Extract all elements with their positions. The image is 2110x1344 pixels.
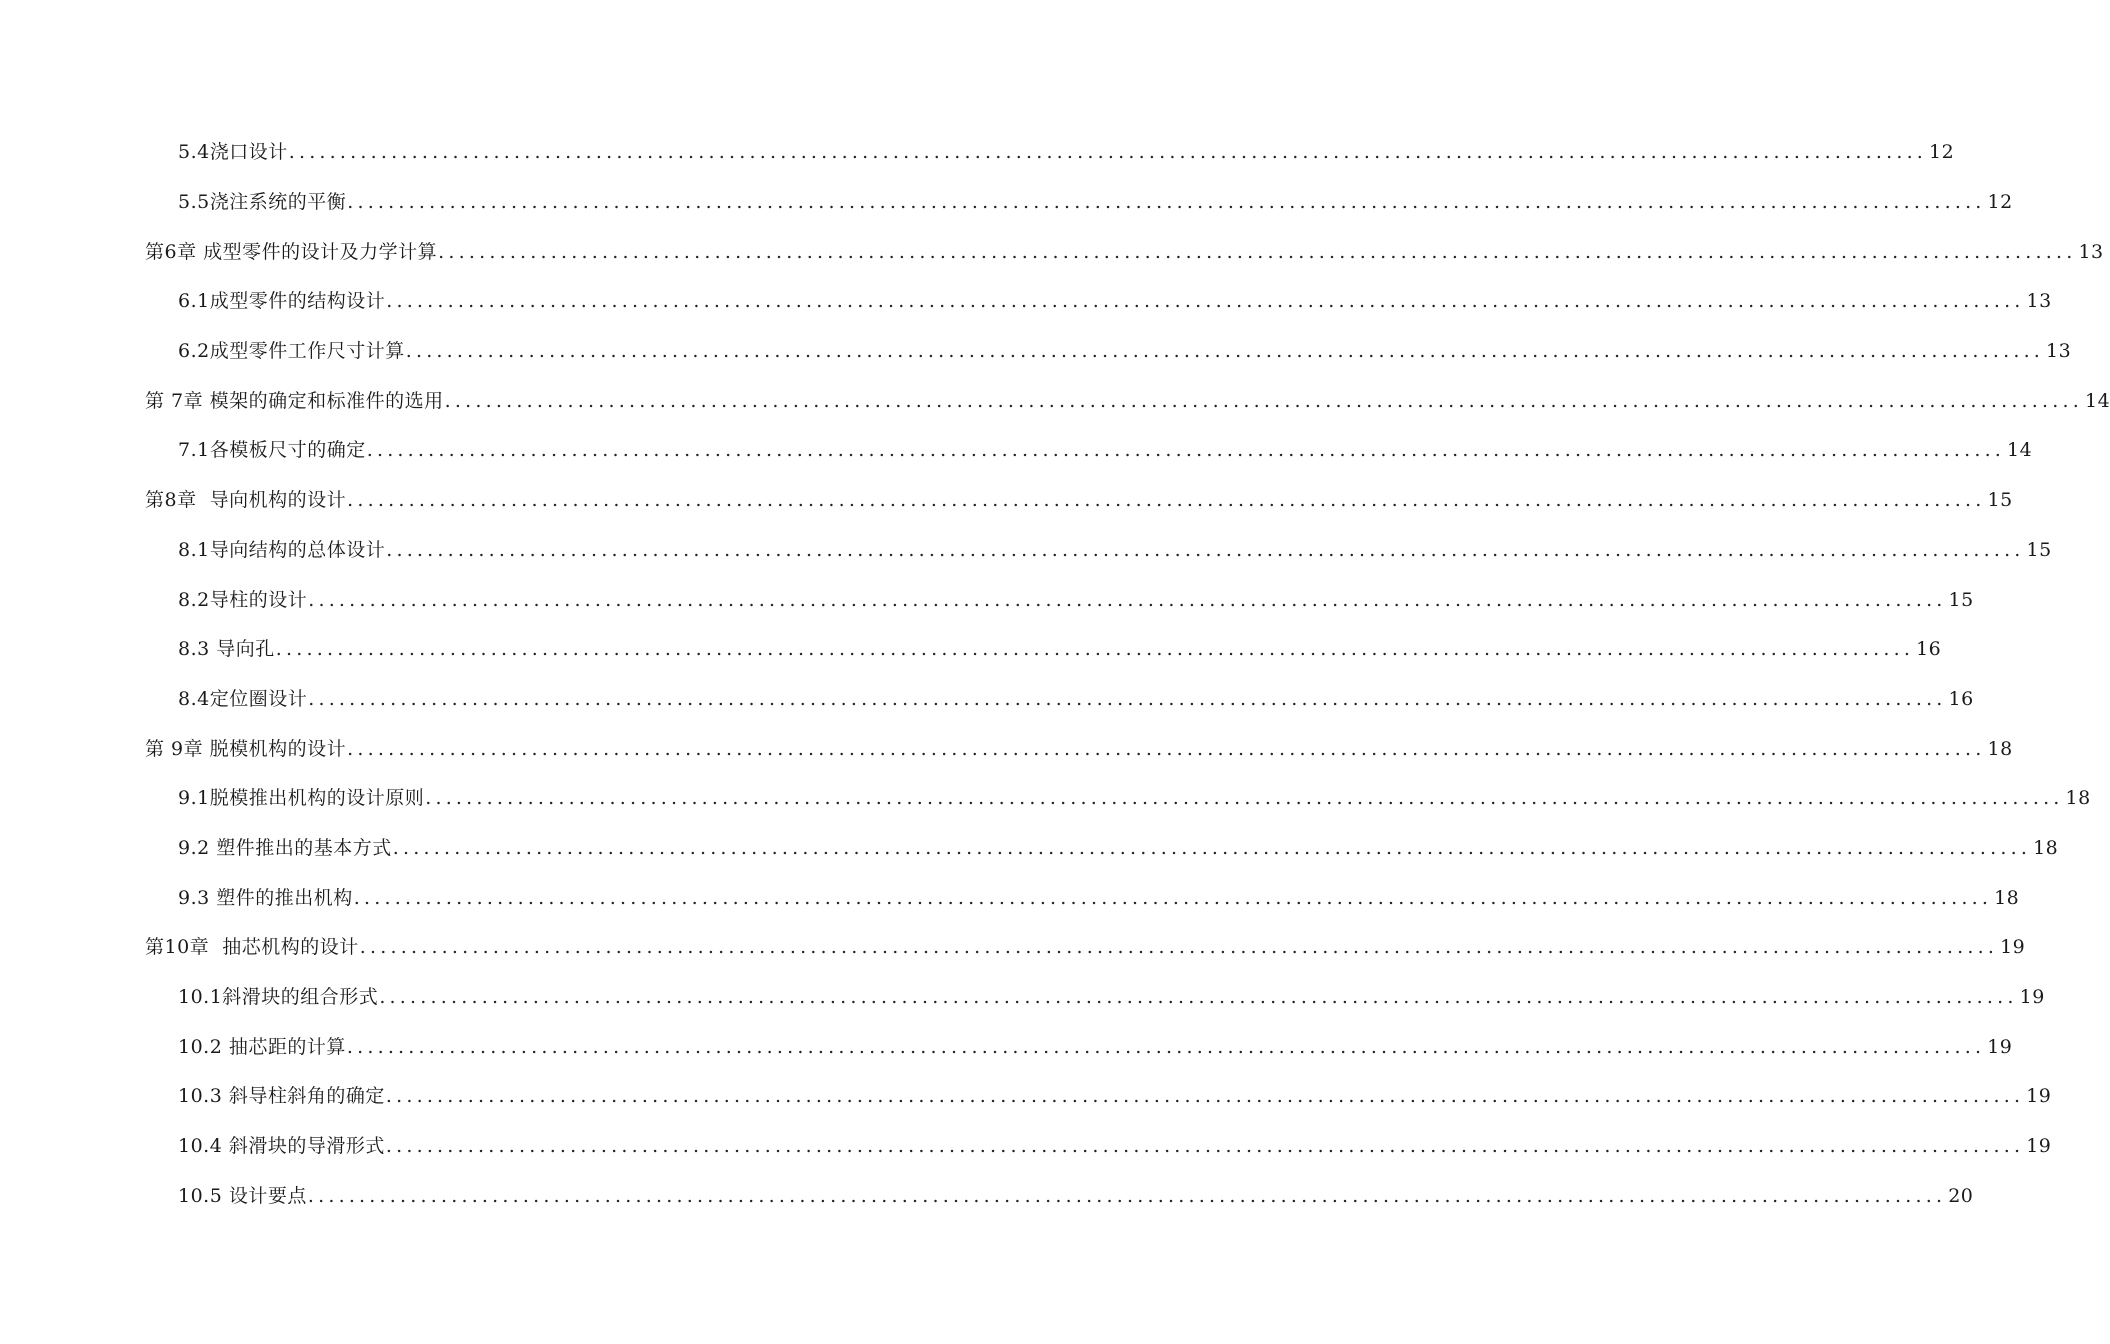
dot-leader: ................................................................................................................................................................ [307, 1184, 1947, 1207]
dot-leader: ................................................................................................................................................................ [405, 340, 2045, 363]
toc-entry-page: 20 [1948, 1184, 1974, 1207]
toc-entry-page: 18 [1987, 737, 2013, 760]
dot-leader: ................................................................................................................................................................ [385, 1085, 2025, 1108]
toc-entry-page: 18 [2033, 836, 2059, 859]
toc-entry[interactable] [0, 1020, 2013, 1070]
toc-entry[interactable] [0, 623, 1942, 673]
toc-entry-page: 13 [2046, 340, 2072, 363]
dot-leader: ................................................................................................................................................................ [392, 836, 2032, 859]
toc-entry-page: 19 [2026, 1135, 2052, 1158]
dot-leader: ................................................................................................................................................................ [308, 687, 1947, 710]
toc-entry[interactable] [0, 176, 2013, 226]
toc-entry-title: 10.4 斜滑块的导滑形式 [178, 1135, 385, 1158]
toc-entry-page: 14 [2085, 389, 2110, 412]
toc-entry[interactable] [0, 971, 2045, 1021]
toc-entry[interactable] [0, 673, 1974, 723]
toc-entry-title: 10.1斜滑块的组合形式 [178, 986, 379, 1009]
toc-entry-page: 13 [2078, 240, 2104, 263]
toc-entry-title: 6.2成型零件工作尺寸计算 [178, 340, 405, 363]
toc-entry[interactable] [0, 772, 2091, 822]
toc-entry-title: 第10章 抽芯机构的设计 [145, 936, 359, 959]
dot-leader: ................................................................................................................................................................ [359, 936, 1999, 959]
toc-entry-page: 16 [1916, 638, 1942, 661]
toc-entry-title: 7.1各模板尺寸的确定 [178, 439, 366, 462]
toc-entry-page: 15 [2026, 538, 2052, 561]
table-of-contents [0, 126, 2110, 1219]
toc-entry-title: 8.2导柱的设计 [178, 588, 308, 611]
toc-entry-title: 8.3 导向孔 [178, 638, 275, 661]
toc-entry[interactable] [0, 1120, 2052, 1170]
toc-entry-page: 12 [1929, 141, 1955, 164]
toc-entry[interactable] [0, 126, 1955, 176]
toc-chapter-entry[interactable] [0, 374, 2110, 424]
toc-chapter-entry[interactable] [0, 921, 2026, 971]
toc-entry-page: 18 [2065, 787, 2091, 810]
toc-entry-title: 5.4浇口设计 [178, 141, 288, 164]
toc-entry[interactable] [0, 325, 2072, 375]
toc-entry-title: 第 7章 模架的确定和标准件的选用 [145, 389, 444, 412]
toc-entry-title: 第 9章 脱模机构的设计 [145, 737, 347, 760]
toc-entry-title: 8.1导向结构的总体设计 [178, 538, 386, 561]
toc-entry[interactable] [0, 524, 2052, 574]
toc-entry-page: 14 [2007, 439, 2033, 462]
toc-entry-title: 第6章 成型零件的设计及力学计算 [145, 240, 438, 263]
toc-entry-page: 13 [2026, 290, 2052, 313]
dot-leader: ................................................................................................................................................................ [353, 886, 1993, 909]
toc-entry-title: 9.2 塑件推出的基本方式 [178, 836, 392, 859]
toc-entry[interactable] [0, 1070, 2052, 1120]
toc-entry-page: 19 [2026, 1085, 2052, 1108]
toc-entry-title: 10.2 抽芯距的计算 [178, 1035, 346, 1058]
toc-entry[interactable] [0, 573, 1974, 623]
toc-entry-title: 10.3 斜导柱斜角的确定 [178, 1085, 385, 1108]
toc-entry-page: 15 [1987, 489, 2013, 512]
toc-entry-page: 15 [1948, 588, 1974, 611]
toc-entry-title: 9.3 塑件的推出机构 [178, 886, 353, 909]
toc-entry-page: 12 [1987, 191, 2013, 214]
dot-leader: ................................................................................................................................................................ [438, 240, 2077, 263]
dot-leader: ................................................................................................................................................................ [346, 1035, 1986, 1058]
toc-chapter-entry[interactable] [0, 225, 2104, 275]
toc-entry-page: 16 [1948, 687, 1974, 710]
toc-entry[interactable] [0, 275, 2052, 325]
dot-leader: ................................................................................................................................................................ [425, 787, 2064, 810]
toc-entry-title: 5.5浇注系统的平衡 [178, 191, 347, 214]
toc-chapter-entry[interactable] [0, 474, 2013, 524]
toc-entry-page: 19 [2019, 986, 2045, 1009]
dot-leader: ................................................................................................................................................................ [386, 538, 2025, 561]
dot-leader: ................................................................................................................................................................ [379, 986, 2018, 1009]
dot-leader: ................................................................................................................................................................ [386, 290, 2025, 313]
toc-entry[interactable] [0, 424, 2033, 474]
toc-entry[interactable] [0, 1169, 1974, 1219]
toc-entry-page: 18 [1994, 886, 2020, 909]
dot-leader: ................................................................................................................................................................ [444, 389, 2083, 412]
toc-chapter-entry[interactable] [0, 722, 2013, 772]
dot-leader: ................................................................................................................................................................ [288, 141, 1928, 164]
dot-leader: ................................................................................................................................................................ [308, 588, 1947, 611]
toc-entry[interactable] [0, 871, 2020, 921]
toc-entry-title: 9.1脱模推出机构的设计原则 [178, 787, 425, 810]
dot-leader: ................................................................................................................................................................ [385, 1135, 2025, 1158]
dot-leader: ................................................................................................................................................................ [275, 638, 1915, 661]
dot-leader: ................................................................................................................................................................ [347, 737, 1986, 760]
toc-entry[interactable] [0, 822, 2059, 872]
dot-leader: ................................................................................................................................................................ [366, 439, 2006, 462]
toc-entry-title: 6.1成型零件的结构设计 [178, 290, 386, 313]
toc-entry-title: 8.4定位圈设计 [178, 687, 308, 710]
toc-entry-title: 10.5 设计要点 [178, 1184, 307, 1207]
toc-entry-title: 第8章 导向机构的设计 [145, 489, 347, 512]
toc-entry-page: 19 [2000, 936, 2026, 959]
dot-leader: ................................................................................................................................................................ [347, 191, 1986, 214]
dot-leader: ................................................................................................................................................................ [347, 489, 1986, 512]
toc-entry-page: 19 [1987, 1035, 2013, 1058]
